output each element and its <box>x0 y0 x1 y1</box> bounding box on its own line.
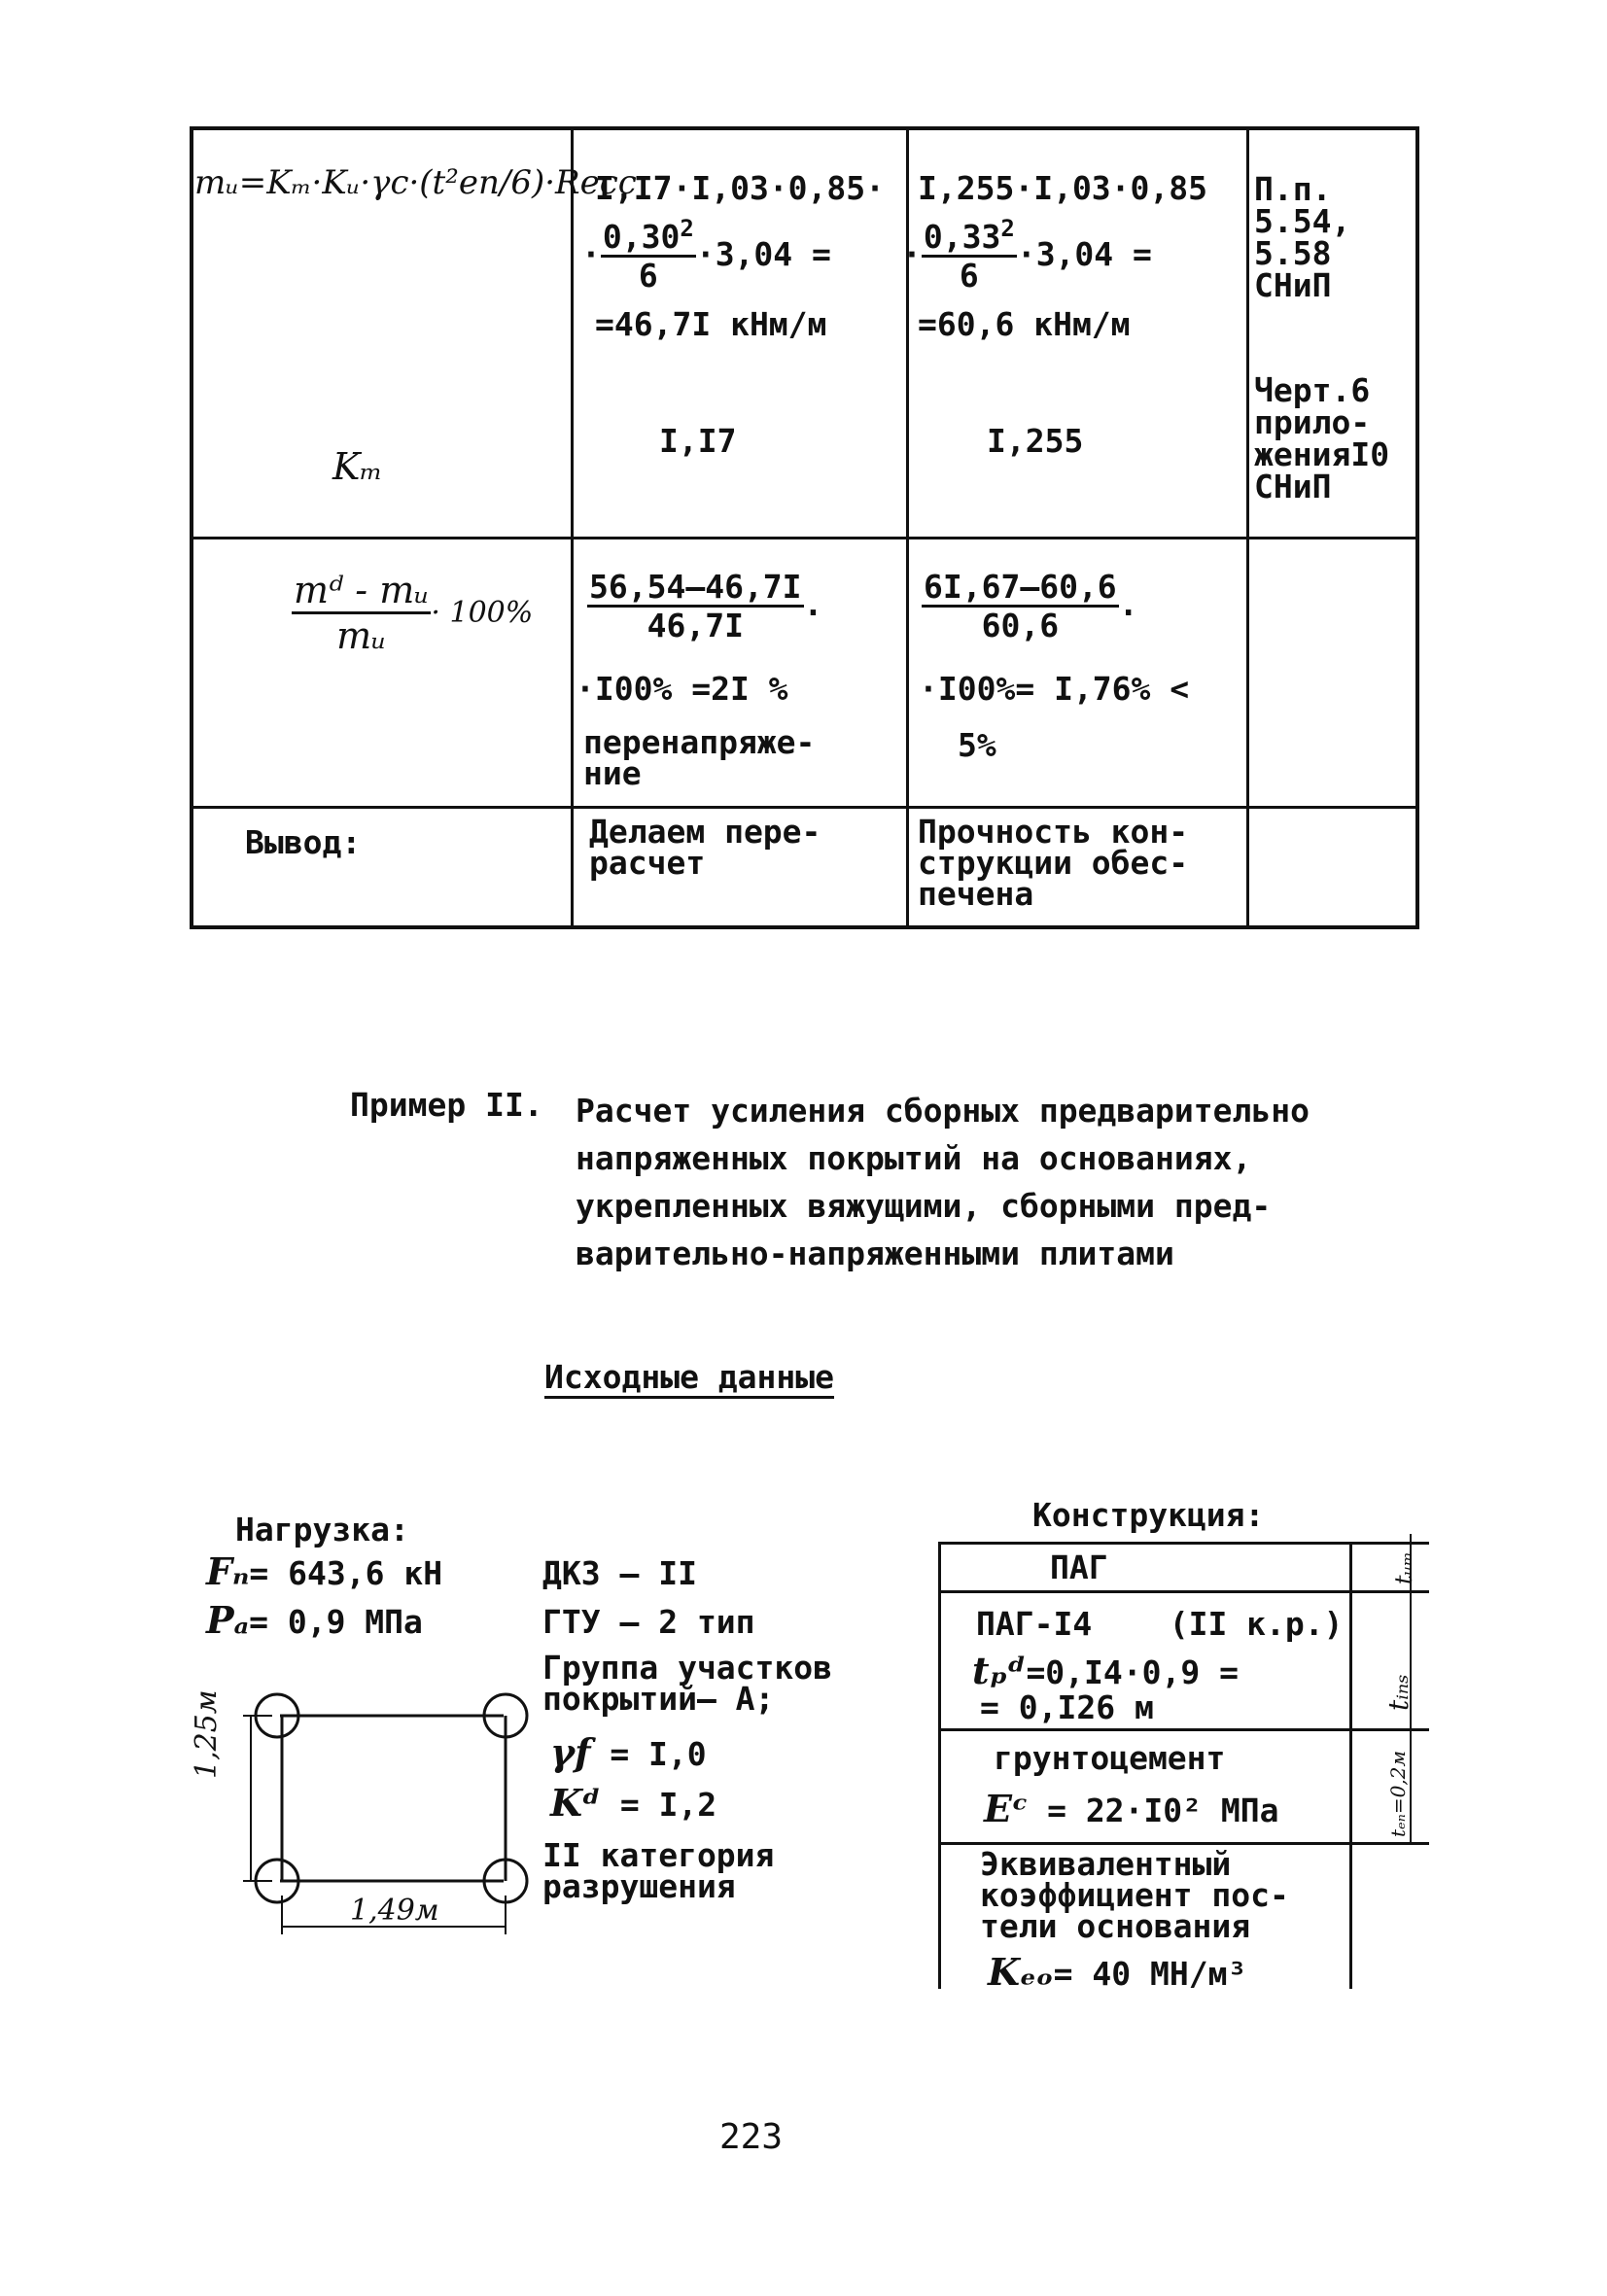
table-col-divider <box>571 126 574 929</box>
example-prefix: Пример II. <box>350 1086 543 1124</box>
fraction-numerator: 56,54–46,7I <box>589 568 802 606</box>
calc-result: =46,7I кНм/м <box>595 305 827 343</box>
layer-line <box>938 1590 1429 1593</box>
conclusion-text: Делаем пере- расчет <box>589 813 821 882</box>
section-title: Исходные данные <box>544 1359 834 1395</box>
fraction-denominator: 60,6 <box>981 607 1060 644</box>
param-gamma: γf = I,0 <box>550 1730 707 1774</box>
reference-note: П.п. 5.54, 5.58 СНиП <box>1254 170 1351 304</box>
load-title: Нагрузка: <box>235 1511 409 1548</box>
fraction-denominator: mᵤ <box>336 614 387 657</box>
slab-thickness-result: = 0,I26 м <box>980 1688 1154 1726</box>
reference-note: Черт.6 прило- женияI0 СНиП <box>1254 371 1390 505</box>
overstress-formula: $\frac{\text{mᵈ - mᵤ}}{\text{mᵤ}}$ · 100% <box>294 569 534 657</box>
km-value: I,255 <box>987 422 1084 460</box>
t-top-label: tᵤₘ <box>1390 1551 1417 1584</box>
soilcement-modulus: Eᶜ = 22·I0² МПа <box>984 1787 1279 1830</box>
param-category: II категория разрушения <box>542 1836 775 1905</box>
load-pa: Pₐ= 0,9 МПа <box>206 1598 423 1642</box>
fn-symbol: Fₙ <box>206 1549 250 1593</box>
layer-subgrade: Эквивалентный коэффициент пос- тели основания <box>980 1845 1289 1945</box>
conclusion-label: Вывод: <box>245 823 362 861</box>
fraction-expression: $\frac{56,54-46,7I}{46,7I}$ . <box>589 568 823 644</box>
pa-symbol: Pₐ <box>206 1598 250 1642</box>
layer-slab: ПАГ-I4 (II к.р.) <box>976 1605 1344 1643</box>
fraction-expression: $\frac{6I,67-60,6}{60,6}$ . <box>924 568 1138 644</box>
subgrade-coefficient: Kₑₒ= 40 МН/м³ <box>988 1950 1247 1994</box>
table-divider <box>190 537 1419 539</box>
layer-line <box>938 1728 1429 1731</box>
table-col-divider <box>1246 126 1249 929</box>
fraction-numerator: 6I,67–60,6 <box>924 568 1117 606</box>
layer-line <box>938 1542 1429 1545</box>
t-ins-label: tᵢₙₛ <box>1382 1674 1415 1711</box>
calc-line: I,I7·I,03·0,85· <box>595 169 886 207</box>
param-kd: Kᵈ = I,2 <box>550 1781 717 1825</box>
table-border-left <box>190 126 193 929</box>
table-border-top <box>190 126 1419 130</box>
calc-result: ·I00% =2I % <box>576 670 788 708</box>
layer-pag: ПАГ <box>1050 1548 1108 1586</box>
fraction-numerator: mᵈ - mᵤ <box>292 569 431 614</box>
construction-title: Конструкция: <box>1032 1496 1265 1534</box>
layer-border-left <box>938 1542 941 1989</box>
calc-result: ·I00%= I,76% < <box>919 670 1190 708</box>
dim-horizontal-label: 1,49м <box>350 1894 439 1928</box>
param-group: Группа участков покрытий— А; <box>542 1649 833 1718</box>
table-border-right <box>1415 126 1419 929</box>
conclusion-text: Прочность кон- струкции обес- печена <box>918 813 1189 913</box>
layer-border-right <box>1349 1542 1352 1989</box>
example-title: Расчет усиления сборных предварительно напряженных покрытий на основаниях, укрепленных вяжущими, сборными пред- варительно-напряженными плитами <box>576 1092 1310 1272</box>
param-dkz: ДКЗ — II <box>542 1554 697 1592</box>
fraction-denominator: 46,7I <box>646 607 744 644</box>
fraction-denominator: 6 <box>638 257 658 295</box>
page-number: 223 <box>719 2117 784 2157</box>
km-label: Kₘ <box>332 445 383 488</box>
calc-result: 5% <box>958 726 996 764</box>
layer-soilcement: грунтоцемент <box>994 1739 1226 1777</box>
fraction-numerator: 0,30$^2$ <box>602 215 694 256</box>
load-fn: Fₙ= 643,6 кН <box>206 1549 443 1593</box>
fraction-denominator: 6 <box>959 257 979 295</box>
fraction-expression: · $\frac{0,30^2}{6}$ ·3,04 = <box>581 215 831 295</box>
moment-formula: mᵤ=Kₘ·Kᵤ·γc·(t²en/6)·Recc <box>194 163 637 202</box>
table-border-bottom <box>190 925 1419 929</box>
result-note: перенапряже- ние <box>583 723 816 792</box>
calc-result: =60,6 кНм/м <box>918 305 1131 343</box>
param-gtu: ГТУ — 2 тип <box>542 1603 755 1641</box>
table-divider <box>190 806 1419 809</box>
slab-thickness: tₚᵈ=0,I4·0,9 = <box>972 1649 1239 1692</box>
km-value: I,I7 <box>659 422 737 460</box>
dim-vertical-label: 1,25м <box>190 1689 224 1779</box>
calc-line: I,255·I,03·0,85 <box>918 169 1208 207</box>
fraction-numerator: 0,33$^2$ <box>923 215 1015 256</box>
fraction-expression: · $\frac{0,33^2}{6}$ ·3,04 = <box>902 215 1152 295</box>
t-base-label: tₑₙ=0,2м <box>1386 1750 1410 1837</box>
